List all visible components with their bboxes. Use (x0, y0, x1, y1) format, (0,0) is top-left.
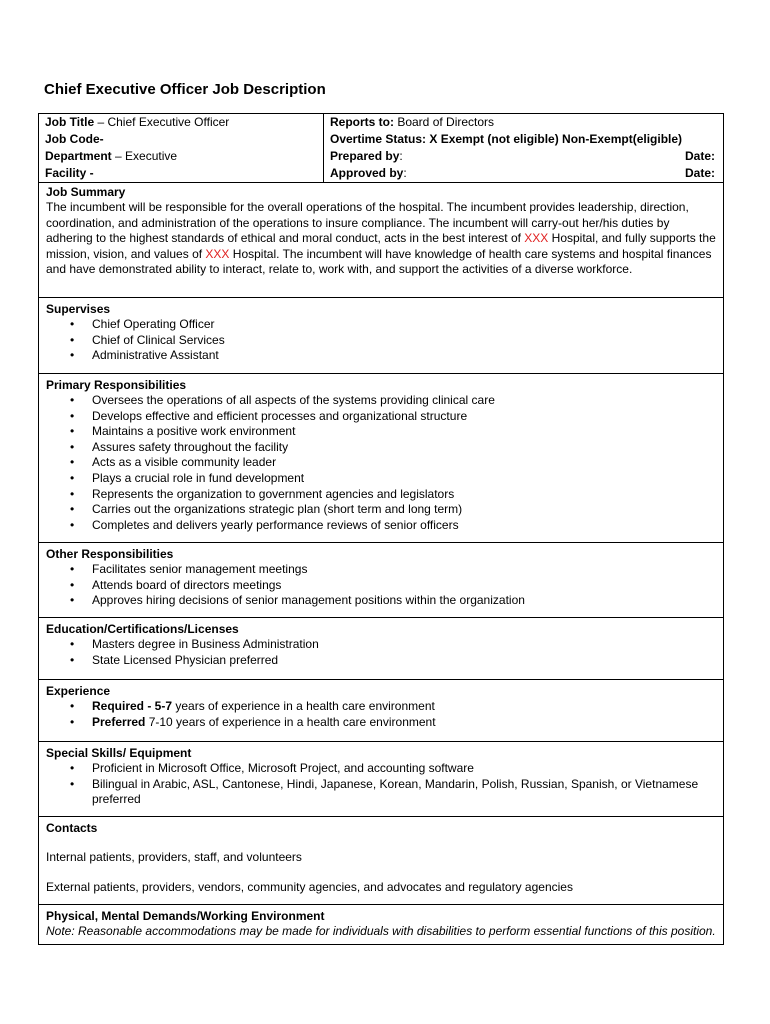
list-item (70, 593, 717, 609)
list-item-text: Oversees the operations of all aspects of the systems providing clinical care (92, 393, 495, 407)
list-item (70, 578, 717, 594)
accommodation-note: Note: Reasonable accommodations may be made for individuals with disabilities to perform essential functions of this position. (46, 924, 716, 938)
primary-responsibilities-list (46, 393, 717, 533)
facility-row (45, 165, 323, 182)
section-heading: Other Responsibilities (46, 547, 174, 561)
list-item (70, 761, 717, 777)
section-heading: Job Summary (46, 185, 126, 199)
external-contacts: External patients, providers, vendors, community agencies, and advocates and regulatory agencies (46, 879, 573, 894)
job-code-label: Job Code- (45, 132, 104, 146)
bullet: • (70, 761, 75, 775)
list-item-text: Approves hiring decisions of senior management positions within the organization (92, 593, 525, 608)
list-item-text: Chief Operating Officer (92, 317, 215, 331)
special-skills-section (38, 742, 724, 817)
job-title-label: Job Title (45, 115, 95, 129)
supervises-list (46, 317, 717, 364)
approved-by-row (330, 165, 723, 182)
job-title-value: – Chief Executive Officer (94, 115, 230, 129)
reports-to-row (330, 114, 723, 131)
list-item (70, 487, 717, 503)
list-item-text: Maintains a positive work environment (92, 424, 296, 439)
list-item (70, 455, 717, 471)
list-item (70, 518, 717, 534)
list-item-text: Develops effective and efficient processes and organizational structure (92, 408, 468, 423)
bullet: • (70, 562, 75, 576)
bullet: • (70, 408, 75, 423)
prepared-by-colon: : (399, 149, 403, 163)
department-label: Department (45, 149, 112, 163)
experience-section (38, 680, 724, 742)
list-item-text: Administrative Assistant (92, 348, 219, 363)
job-code-row (45, 131, 323, 148)
list-item (70, 471, 717, 487)
date-label: Date: (684, 149, 715, 163)
header-right-cell (324, 114, 724, 183)
section-heading: Education/Certifications/Licenses (46, 622, 239, 636)
overtime-status: Overtime Status: X Exempt (not eligible) Non-Exempt(eligible) (330, 132, 683, 146)
section-heading: Physical, Mental Demands/Working Environment (46, 909, 325, 923)
department-row (45, 148, 323, 165)
special-skills-list (46, 761, 717, 808)
job-title-row (45, 114, 323, 131)
section-heading: Contacts (46, 821, 98, 835)
list-item-text: Assures safety throughout the facility (92, 439, 289, 454)
other-responsibilities-section (38, 543, 724, 618)
list-item-text: Masters degree in Business Administration (92, 637, 319, 651)
prepared-by-row (330, 148, 723, 165)
contacts-section (38, 817, 724, 905)
bullet: • (70, 470, 75, 485)
section-heading: Primary Responsibilities (46, 378, 187, 392)
list-item-text: 7-10 years of experience in a health care environment (145, 714, 436, 729)
bullet: • (70, 593, 75, 608)
approved-by-label: Approved by (330, 166, 404, 180)
summary-text-part: The incumbent will be responsible for the overall operations of the hospital. The incumbent provides leadership, direction, coordination, and administration of the operations to insure compliance. The incumbent will carry-out her/his duties by adhering to the highest standards of ethical and moral conduct, acts in the best interest of (46, 200, 689, 245)
experience-list (46, 699, 717, 730)
prepared-by-label: Prepared by (330, 149, 400, 163)
list-item-text: Completes and delivers yearly performance reviews of senior officers (92, 517, 459, 532)
section-heading: Experience (46, 684, 111, 698)
header-table (38, 113, 724, 183)
bullet: • (70, 652, 75, 667)
header-left-cell (39, 114, 324, 183)
document-title: Chief Executive Officer Job Description (44, 81, 326, 98)
bullet: • (70, 332, 75, 347)
list-item (70, 637, 717, 653)
bullet: • (70, 502, 75, 517)
bullet: • (70, 439, 75, 454)
date-label: Date: (684, 166, 715, 180)
section-heading: Supervises (46, 302, 111, 316)
bullet: • (70, 517, 75, 532)
list-item-text: Acts as a visible community leader (92, 455, 277, 470)
bullet: • (70, 424, 75, 439)
list-item (70, 715, 717, 731)
bullet: • (70, 637, 75, 651)
list-item-text: Represents the organization to government agencies and legislators (92, 486, 455, 501)
other-responsibilities-list (46, 562, 717, 609)
list-item (70, 562, 717, 578)
list-item-text: Carries out the organizations strategic plan (short term and long term) (92, 502, 463, 517)
list-item (70, 699, 717, 715)
bullet: • (70, 486, 75, 501)
reports-to-label: Reports to: (330, 115, 394, 129)
facility-label: Facility - (45, 166, 94, 180)
supervises-section (38, 298, 724, 374)
hospital-placeholder: XXX (524, 231, 549, 245)
section-heading: Special Skills/ Equipment (46, 746, 192, 760)
list-item (70, 333, 717, 349)
preferred-label: Preferred (92, 714, 146, 729)
internal-contacts: Internal patients, providers, staff, and volunteers (46, 850, 302, 864)
list-item (70, 777, 717, 808)
overtime-row (330, 131, 723, 148)
list-item (70, 393, 717, 409)
list-item-text: Bilingual in Arabic, ASL, Cantonese, Hindi, Japanese, Korean, Mandarin, Polish, Russian, Spanish, or Vietnamese preferred (92, 776, 699, 807)
list-item-text: Chief of Clinical Services (92, 332, 225, 347)
bullet: • (70, 699, 75, 713)
summary-text-part: Hospital, and fully supports the mission, vision, and values of (46, 231, 716, 261)
job-summary-section (38, 181, 724, 298)
education-list (46, 637, 717, 668)
list-item (70, 653, 717, 669)
summary-text-part: Hospital. The incumbent will have knowledge of health care systems and hospital finances and have demonstrated ability to interact, relate to, work with, and support the activities of a diverse workforce. (46, 246, 712, 276)
job-summary-text (46, 200, 717, 278)
list-item (70, 409, 717, 425)
list-item-text: years of experience in a health care environment (172, 699, 435, 713)
list-item (70, 502, 717, 518)
hospital-placeholder: XXX (205, 246, 230, 261)
required-label: Required - 5-7 (92, 699, 173, 713)
department-value: – Executive (111, 149, 178, 163)
bullet: • (70, 348, 75, 363)
list-item-text: Facilitates senior management meetings (92, 562, 308, 576)
reports-to-value: Board of Directors (394, 115, 495, 129)
list-item (70, 424, 717, 440)
bullet: • (70, 714, 75, 729)
list-item-text: Proficient in Microsoft Office, Microsoft Project, and accounting software (92, 761, 474, 775)
education-section (38, 618, 724, 680)
list-item (70, 348, 717, 364)
bullet: • (70, 577, 75, 592)
primary-responsibilities-section (38, 374, 724, 543)
list-item (70, 440, 717, 456)
bullet: • (70, 317, 75, 331)
bullet: • (70, 393, 75, 407)
bullet: • (70, 776, 75, 791)
approved-by-colon: : (403, 166, 407, 180)
list-item (70, 317, 717, 333)
list-item-text: Attends board of directors meetings (92, 577, 282, 592)
list-item-text: State Licensed Physician preferred (92, 652, 279, 667)
list-item-text: Plays a crucial role in fund development (92, 470, 305, 485)
bullet: • (70, 455, 75, 470)
physical-demands-section (38, 905, 724, 945)
